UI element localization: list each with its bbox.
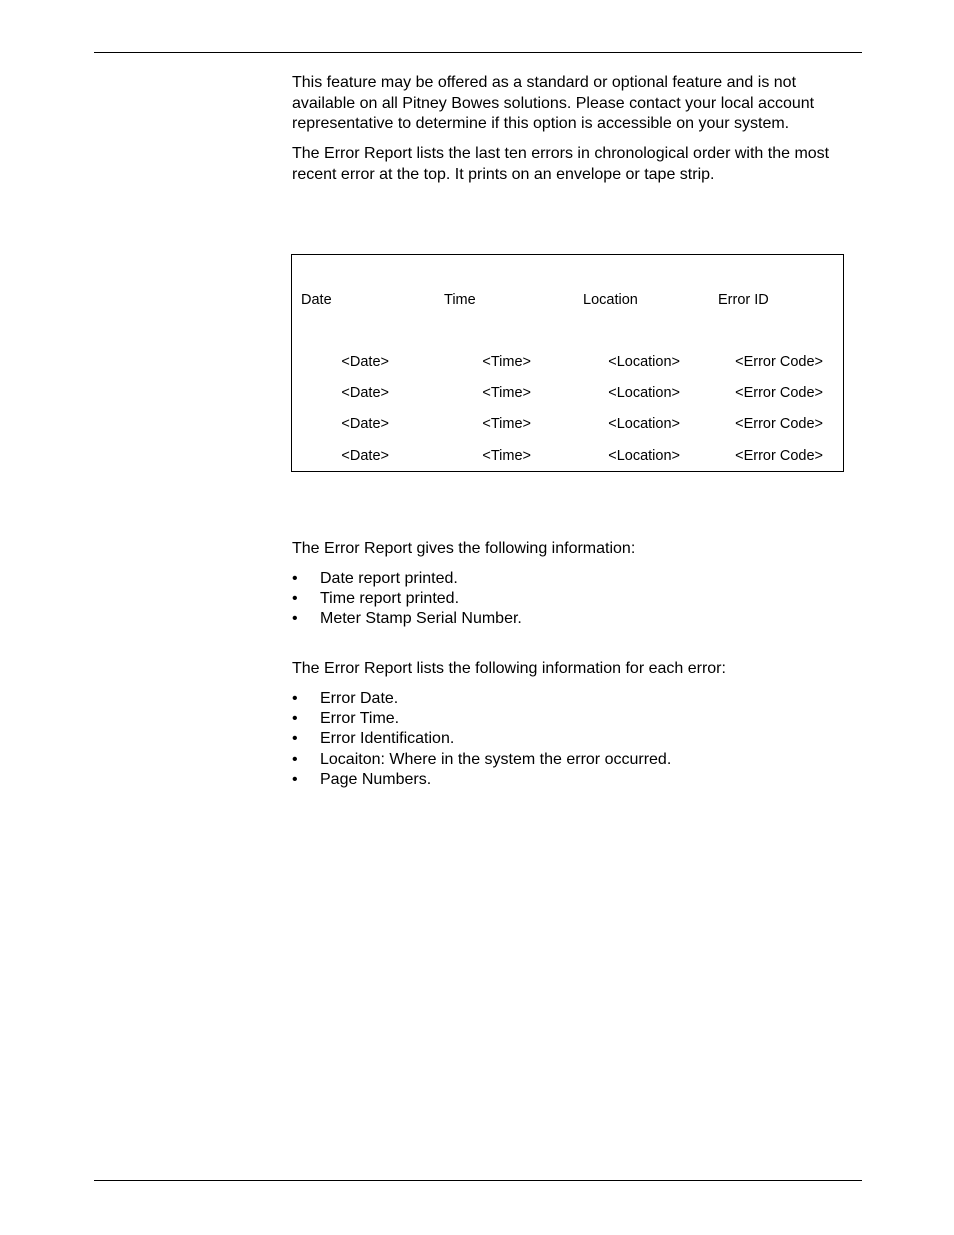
row-time: <Time>	[482, 416, 531, 432]
gives-heading: The Error Report gives the following information:	[292, 540, 636, 557]
row-error-code: <Error Code>	[735, 354, 823, 370]
bullet-icon: •	[292, 610, 298, 628]
list-item: • Error Date.	[292, 689, 852, 709]
header-rule	[94, 52, 862, 53]
bullet-icon: •	[292, 730, 298, 748]
lists-heading: The Error Report lists the following information for each error:	[292, 660, 726, 677]
gives-list	[292, 569, 852, 630]
header-date: Date	[301, 292, 332, 308]
footer-rule	[94, 1180, 862, 1181]
bullet-icon: •	[292, 770, 298, 788]
list-item: • Error Time.	[292, 709, 852, 729]
row-error-code: <Error Code>	[735, 385, 823, 401]
row-location: <Location>	[608, 416, 680, 432]
row-time: <Time>	[482, 354, 531, 370]
list-item: • Date report printed.	[292, 569, 852, 589]
header-time: Time	[444, 292, 476, 308]
row-error-code: <Error Code>	[735, 448, 823, 464]
bullet-icon: •	[292, 750, 298, 768]
row-time: <Time>	[482, 448, 531, 464]
list-item: • Meter Stamp Serial Number.	[292, 609, 852, 629]
header-location: Location	[583, 292, 638, 308]
bullet-icon: •	[292, 710, 298, 728]
row-location: <Location>	[608, 385, 680, 401]
row-date: <Date>	[341, 416, 389, 432]
list-item: • Time report printed.	[292, 589, 852, 609]
row-location: <Location>	[608, 448, 680, 464]
bullet-icon: •	[292, 570, 298, 587]
row-date: <Date>	[341, 385, 389, 401]
list-item: • Page Numbers.	[292, 770, 852, 790]
bullet-icon: •	[292, 590, 298, 608]
row-error-code: <Error Code>	[735, 416, 823, 432]
lists-list	[292, 689, 852, 790]
list-item: • Error Identification.	[292, 729, 852, 749]
row-date: <Date>	[341, 354, 389, 370]
row-time: <Time>	[482, 385, 531, 401]
intro-paragraph-availability: This feature may be offered as a standard or optional feature and is not available on all Pitney Bowes solutions. Please contact your local account representative to determine if this option is accessible on your system.	[292, 74, 815, 132]
header-error-id: Error ID	[718, 292, 769, 308]
error-report-sample	[291, 254, 844, 472]
row-location: <Location>	[608, 354, 680, 370]
list-item: • Locaiton: Where in the system the error occurred.	[292, 750, 852, 770]
bullet-icon: •	[292, 690, 298, 707]
row-date: <Date>	[341, 448, 389, 464]
intro-paragraph-description: The Error Report lists the last ten errors in chronological order with the most recent error at the top. It prints on an envelope or tape strip.	[292, 145, 830, 183]
